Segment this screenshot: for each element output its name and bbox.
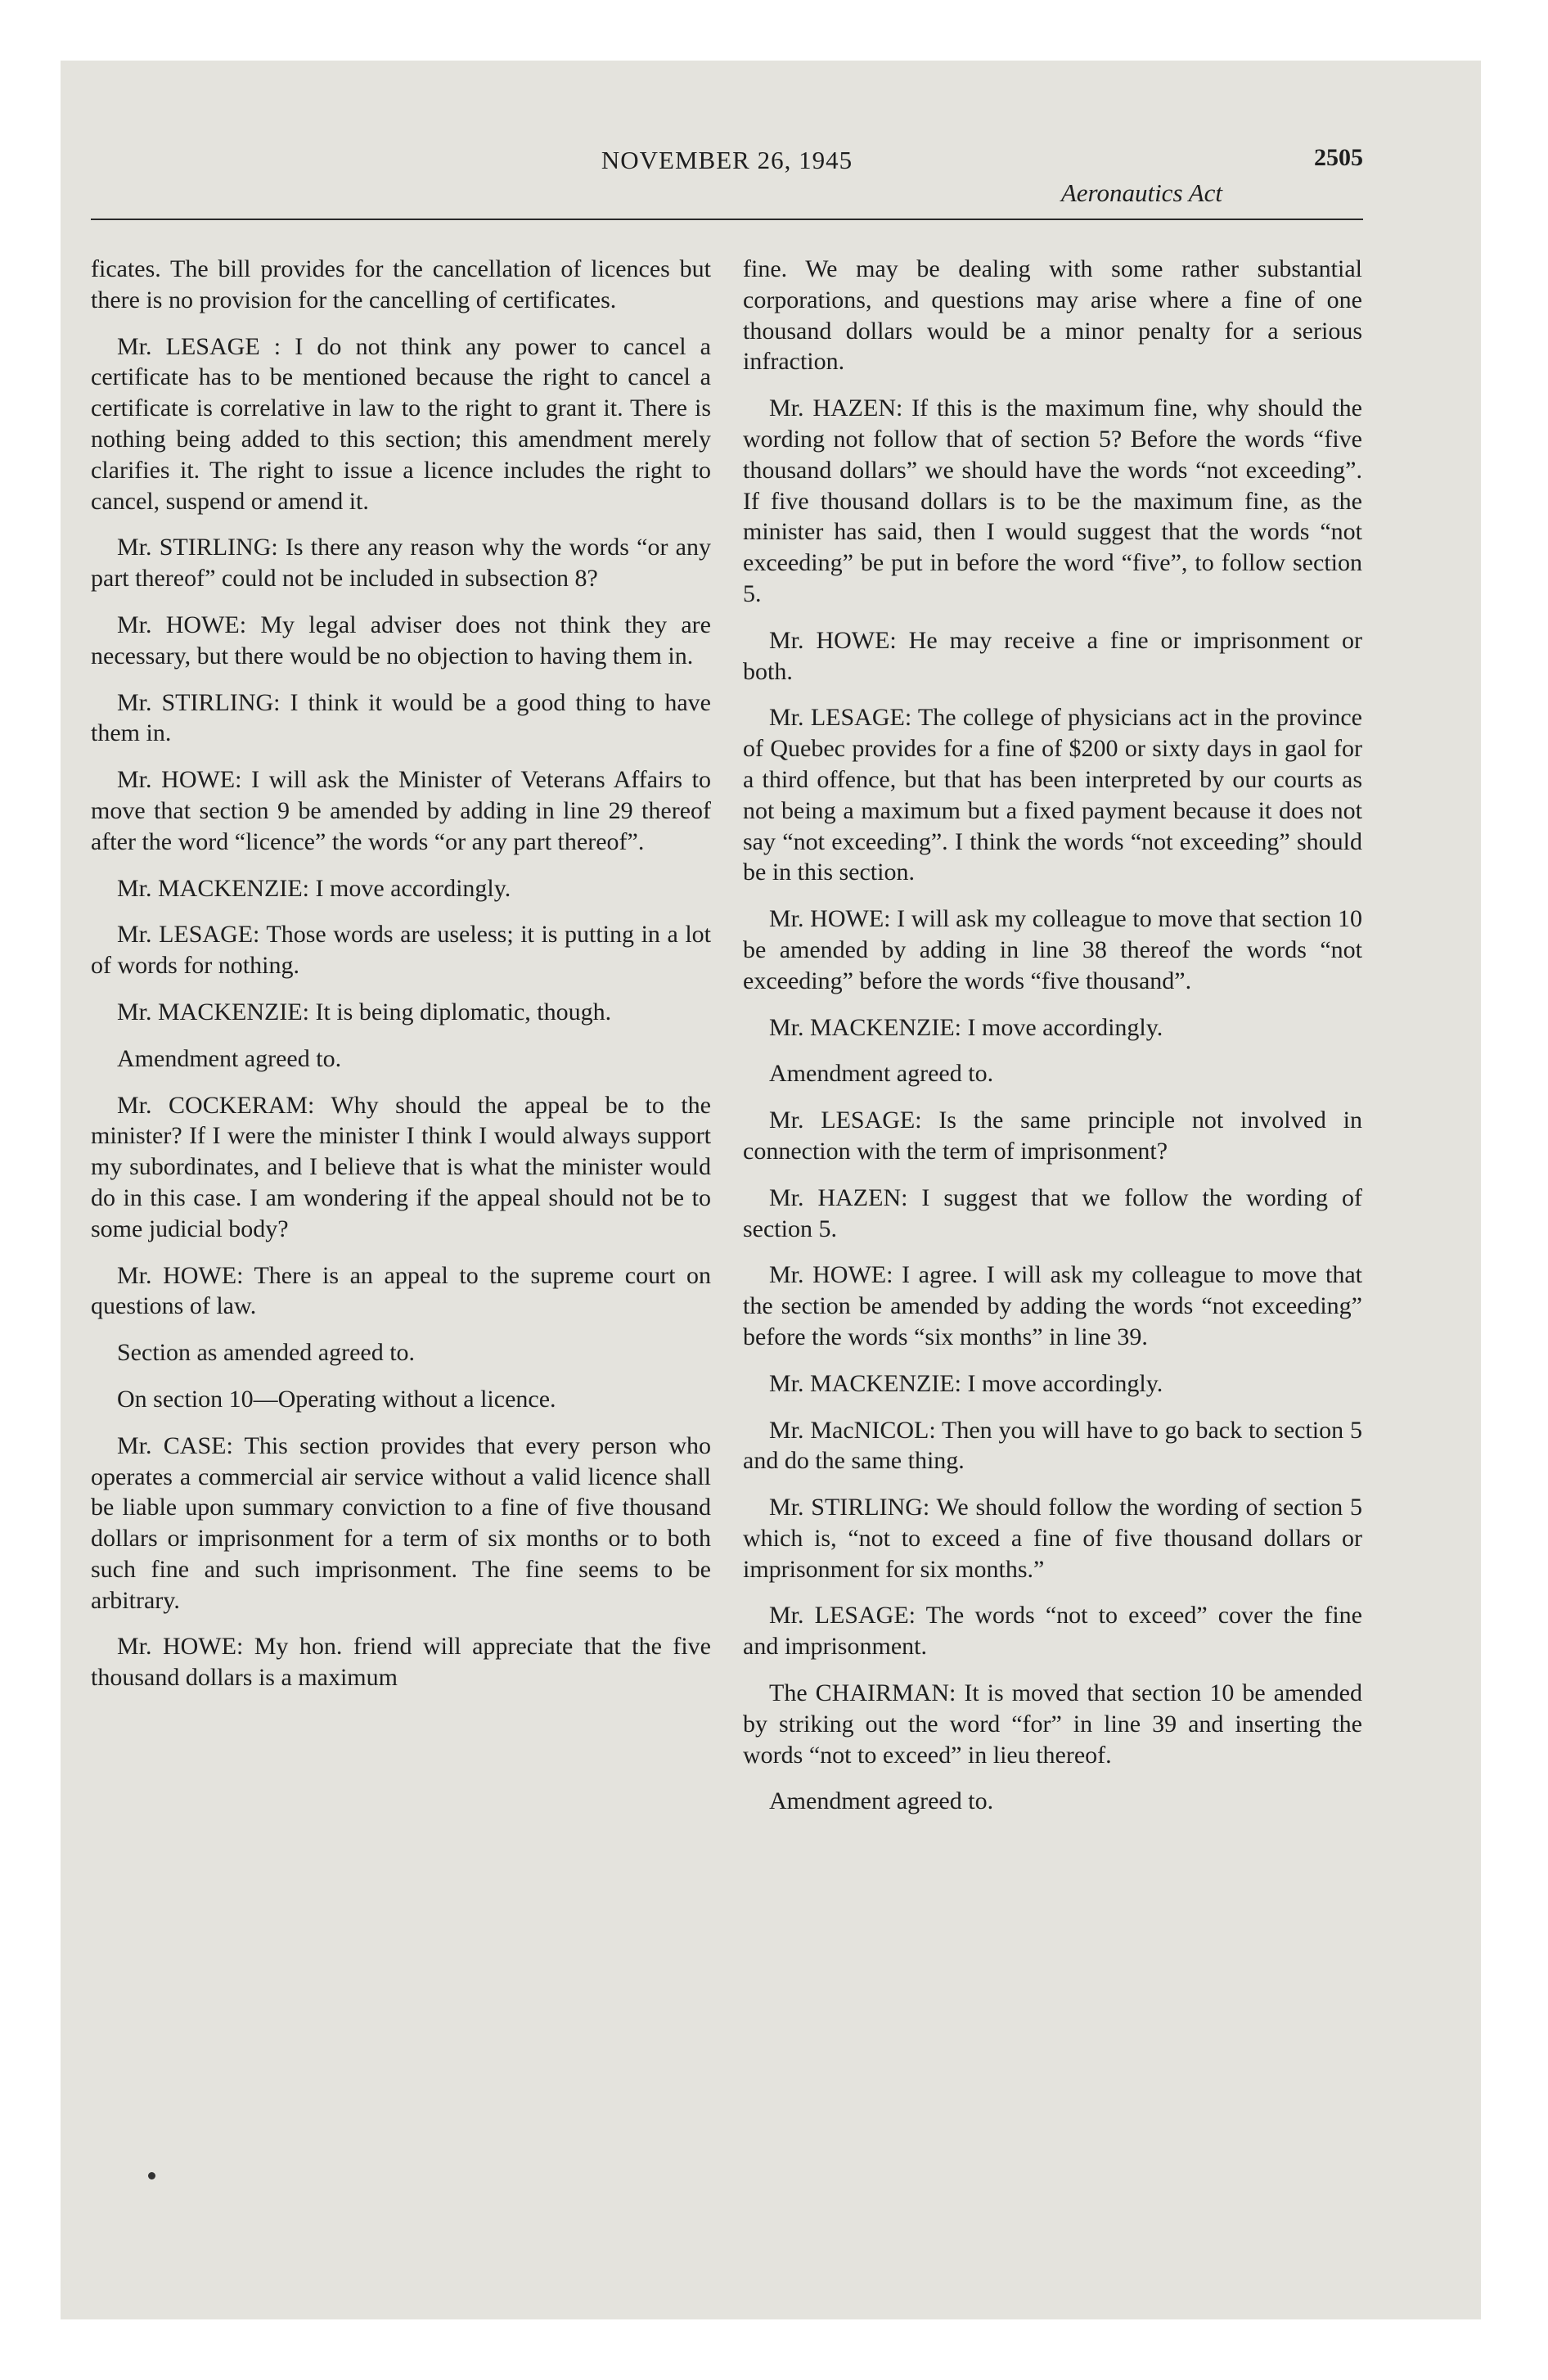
paragraph: Section as amended agreed to. [117, 1339, 416, 1367]
paragraph: Mr. CASE: This section provides that every person who operates a commercial air service without a valid licence shall be liable upon summary conviction to a fine of five thousand dollars or imprisonment for a term of six months or to both such fine and such imprisonment. The fine seems to be arbitrary. [91, 1431, 711, 1614]
paragraph: Mr. LESAGE: The college of physicians act in the province of Quebec provides for a fine of $200 or sixty days in gaol for a third offence, but that has been interpreted by our courts as not being a maximum but a fixed payment because it does not say “not exceeding”. I think the words “not exceeding” should be in this section. [743, 704, 1362, 886]
paragraph: Mr. MACKENZIE: I move accordingly. [769, 1369, 1163, 1397]
header-date: NOVEMBER 26, 1945 [601, 146, 853, 174]
paragraph: fine. We may be dealing with some rather substantial corporations, and questions may arise where a fine of one thousand dollars would be a minor penalty for a serious infraction. [743, 255, 1362, 376]
paragraph: Mr. HAZEN: I suggest that we follow the wording of section 5. [743, 1183, 1362, 1242]
paragraph: Mr. COCKERAM: Why should the appeal be to the minister? If I were the minister I think I would always support my subordinates, and I believe that is what the minister would do in this case. I am wondering if the appeal should not be to some judicial body? [91, 1091, 711, 1242]
paragraph: Mr. HAZEN: If this is the maximum fine, why should the wording not follow that of section 5? Before the words “five thousand dollars” we should have the words “not exceeding”. If five thousand dollars is to be the maximum fine, as the minister has said, then I would suggest that the words “not exceeding” be put in before the word “five”, to follow section 5. [743, 394, 1362, 607]
paragraph: Mr. HOWE: He may receive a fine or imprisonment or both. [743, 626, 1362, 685]
header-rule [91, 219, 1363, 220]
paragraph: The CHAIRMAN: It is moved that section 10 be amended by striking out the word “for” in line 39 and inserting the words “not to exceed” in lieu thereof. [743, 1679, 1362, 1769]
paragraph: Mr. HOWE: There is an appeal to the supreme court on questions of law. [91, 1261, 711, 1320]
page-header [91, 90, 1363, 221]
paragraph: Mr. HOWE: My hon. friend will appreciate that the five thousand dollars is a maximum [91, 1633, 711, 1692]
paragraph: Mr. STIRLING: Is there any reason why the words “or any part thereof” could not be included in subsection 8? [91, 534, 711, 593]
ink-speck [148, 2172, 155, 2179]
running-title: Aeronautics Act [1060, 178, 1222, 207]
right-column [743, 254, 1362, 1832]
paragraph: Mr. STIRLING: We should follow the wording of section 5 which is, “not to exceed a fine of five thousand dollars or imprisonment for six months.” [743, 1494, 1362, 1583]
paragraph: Mr. LESAGE : I do not think any power to cancel a certificate has to be mentioned because the right to cancel a certificate is correlative in law to the right to grant it. There is nothing being added to this section; this amendment merely clarifies it. The right to issue a licence includes the right to cancel, suspend or amend it. [91, 332, 711, 515]
paragraph: Mr. HOWE: I will ask the Minister of Veterans Affairs to move that section 9 be amended by adding in line 29 thereof after the word “licence” the words “or any part thereof”. [91, 766, 711, 855]
paragraph: Mr. MacNICOL: Then you will have to go back to section 5 and do the same thing. [743, 1416, 1362, 1475]
paragraph: On section 10—Operating without a licence. [117, 1385, 556, 1413]
paragraph: Mr. MACKENZIE: I move accordingly. [117, 874, 511, 902]
left-column [91, 254, 711, 1709]
paragraph: Mr. HOWE: My legal adviser does not think they are necessary, but there would be no objection to having them in. [91, 611, 711, 669]
page-number: 2505 [1314, 144, 1363, 171]
paragraph: ficates. The bill provides for the cancellation of licences but there is no provision for the cancelling of certificates. [91, 255, 711, 313]
paragraph: Amendment agreed to. [769, 1787, 994, 1815]
paragraph: Amendment agreed to. [117, 1044, 342, 1072]
paragraph: Mr. LESAGE: Those words are useless; it is putting in a lot of words for nothing. [91, 921, 711, 980]
paragraph: Mr. STIRLING: I think it would be a good thing to have them in. [91, 688, 711, 747]
paragraph: Amendment agreed to. [769, 1060, 994, 1088]
paragraph: Mr. LESAGE: The words “not to exceed” cover the fine and imprisonment. [743, 1602, 1362, 1661]
paragraph: Mr. HOWE: I agree. I will ask my colleague to move that the section be amended by adding the words “not exceeding” before the words “six months” in line 39. [743, 1261, 1362, 1350]
paragraph: Mr. MACKENZIE: It is being diplomatic, though. [117, 998, 612, 1025]
paragraph: Mr. MACKENZIE: I move accordingly. [769, 1013, 1163, 1041]
paragraph: Mr. HOWE: I will ask my colleague to move that section 10 be amended by adding in line 38 thereof the words “not exceeding” before the words “five thousand”. [743, 905, 1362, 994]
paragraph: Mr. LESAGE: Is the same principle not involved in connection with the term of imprisonment? [743, 1107, 1362, 1165]
